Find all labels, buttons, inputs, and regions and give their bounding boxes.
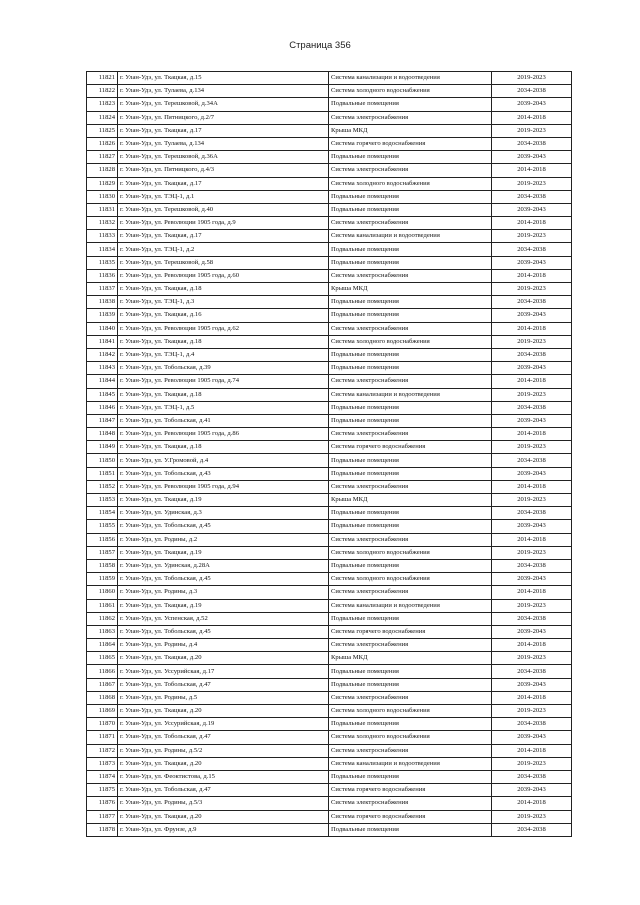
system-cell: Подвальные помещения bbox=[329, 401, 492, 414]
system-cell: Подвальные помещения bbox=[329, 203, 492, 216]
period-cell: 2014-2018 bbox=[492, 691, 572, 704]
system-cell: Подвальные помещения bbox=[329, 612, 492, 625]
address-cell: г. Улан-Удэ, ул. Удинская, д.3 bbox=[118, 507, 329, 520]
system-cell: Крыша МКД bbox=[329, 283, 492, 296]
table-row bbox=[87, 414, 572, 427]
address-cell: г. Улан-Удэ, ул. Родины, д.4 bbox=[118, 639, 329, 652]
table-row bbox=[87, 362, 572, 375]
address-cell: г. Улан-Удэ, ул. ТЭЦ-1, д.4 bbox=[118, 348, 329, 361]
page-number-header: Страница 356 bbox=[289, 40, 351, 51]
address-cell: г. Улан-Удэ, ул. Революции 1905 года, д.74 bbox=[118, 375, 329, 388]
address-cell: г. Улан-Удэ, ул. Удинская, д.28А bbox=[118, 559, 329, 572]
table-row bbox=[87, 190, 572, 203]
address-cell: г. Улан-Удэ, ул. Ткацкая, д.20 bbox=[118, 652, 329, 665]
period-cell: 2019-2023 bbox=[492, 441, 572, 454]
system-cell: Система электроснабжения bbox=[329, 269, 492, 282]
table-row bbox=[87, 494, 572, 507]
period-cell: 2039-2043 bbox=[492, 625, 572, 638]
period-cell: 2039-2043 bbox=[492, 98, 572, 111]
row-number: 11847 bbox=[87, 414, 118, 427]
period-cell: 2019-2023 bbox=[492, 72, 572, 85]
table-row bbox=[87, 177, 572, 190]
period-cell: 2019-2023 bbox=[492, 177, 572, 190]
period-cell: 2034-2038 bbox=[492, 401, 572, 414]
row-number: 11831 bbox=[87, 203, 118, 216]
table-row bbox=[87, 507, 572, 520]
system-cell: Подвальные помещения bbox=[329, 454, 492, 467]
period-cell: 2039-2043 bbox=[492, 520, 572, 533]
system-cell: Подвальные помещения bbox=[329, 296, 492, 309]
system-cell: Подвальные помещения bbox=[329, 678, 492, 691]
period-cell: 2039-2043 bbox=[492, 203, 572, 216]
row-number: 11834 bbox=[87, 243, 118, 256]
system-cell: Подвальные помещения bbox=[329, 348, 492, 361]
system-cell: Система электроснабжения bbox=[329, 111, 492, 124]
row-number: 11866 bbox=[87, 665, 118, 678]
table-row bbox=[87, 72, 572, 85]
system-cell: Система электроснабжения bbox=[329, 322, 492, 335]
address-cell: г. Улан-Удэ, ул. Тулаева, д.134 bbox=[118, 85, 329, 98]
period-cell: 2034-2038 bbox=[492, 665, 572, 678]
address-cell: г. Улан-Удэ, ул. Тобольская, д.47 bbox=[118, 784, 329, 797]
period-cell: 2014-2018 bbox=[492, 217, 572, 230]
table-row bbox=[87, 441, 572, 454]
address-cell: г. Улан-Удэ, ул. Ткацкая, д.20 bbox=[118, 705, 329, 718]
table-row bbox=[87, 309, 572, 322]
row-number: 11840 bbox=[87, 322, 118, 335]
table-row bbox=[87, 322, 572, 335]
row-number: 11864 bbox=[87, 639, 118, 652]
address-cell: г. Улан-Удэ, ул. Терешковой, д.58 bbox=[118, 256, 329, 269]
table-row bbox=[87, 559, 572, 572]
system-cell: Система электроснабжения bbox=[329, 691, 492, 704]
system-cell: Подвальные помещения bbox=[329, 770, 492, 783]
period-cell: 2034-2038 bbox=[492, 507, 572, 520]
address-cell: г. Улан-Удэ, ул. Пятницкого, д.4/3 bbox=[118, 164, 329, 177]
address-cell: г. Улан-Удэ, ул. Ткацкая, д.16 bbox=[118, 309, 329, 322]
address-cell: г. Улан-Удэ, ул. Терешковой, д.40 bbox=[118, 203, 329, 216]
period-cell: 2014-2018 bbox=[492, 533, 572, 546]
row-number: 11859 bbox=[87, 573, 118, 586]
system-cell: Система горячего водоснабжения bbox=[329, 137, 492, 150]
address-cell: г. Улан-Удэ, ул. Феоктистова, д.15 bbox=[118, 770, 329, 783]
row-number: 11872 bbox=[87, 744, 118, 757]
period-cell: 2014-2018 bbox=[492, 375, 572, 388]
address-cell: г. Улан-Удэ, ул. Родины, д.5 bbox=[118, 691, 329, 704]
period-cell: 2034-2038 bbox=[492, 85, 572, 98]
address-cell: г. Улан-Удэ, ул. Ткацкая, д.17 bbox=[118, 230, 329, 243]
system-cell: Крыша МКД bbox=[329, 124, 492, 137]
period-cell: 2039-2043 bbox=[492, 731, 572, 744]
table-row bbox=[87, 652, 572, 665]
row-number: 11826 bbox=[87, 137, 118, 150]
period-cell: 2039-2043 bbox=[492, 573, 572, 586]
table-row bbox=[87, 705, 572, 718]
table-row bbox=[87, 467, 572, 480]
address-cell: г. Улан-Удэ, ул. Родины, д.5/3 bbox=[118, 797, 329, 810]
table-row bbox=[87, 335, 572, 348]
row-number: 11827 bbox=[87, 151, 118, 164]
address-cell: г. Улан-Удэ, ул. Ткацкая, д.19 bbox=[118, 599, 329, 612]
row-number: 11841 bbox=[87, 335, 118, 348]
system-cell: Подвальные помещения bbox=[329, 718, 492, 731]
system-cell: Подвальные помещения bbox=[329, 467, 492, 480]
table-row bbox=[87, 546, 572, 559]
row-number: 11862 bbox=[87, 612, 118, 625]
period-cell: 2039-2043 bbox=[492, 784, 572, 797]
period-cell: 2034-2038 bbox=[492, 190, 572, 203]
period-cell: 2039-2043 bbox=[492, 678, 572, 691]
address-cell: г. Улан-Удэ, ул. Ткацкая, д.20 bbox=[118, 757, 329, 770]
period-cell: 2019-2023 bbox=[492, 388, 572, 401]
address-cell: г. Улан-Удэ, ул. Терешковой, д.36А bbox=[118, 151, 329, 164]
period-cell: 2014-2018 bbox=[492, 428, 572, 441]
row-number: 11842 bbox=[87, 348, 118, 361]
period-cell: 2019-2023 bbox=[492, 230, 572, 243]
row-number: 11843 bbox=[87, 362, 118, 375]
system-cell: Система канализации и водоотведения bbox=[329, 757, 492, 770]
row-number: 11821 bbox=[87, 72, 118, 85]
table-row bbox=[87, 137, 572, 150]
period-cell: 2019-2023 bbox=[492, 757, 572, 770]
table-row bbox=[87, 401, 572, 414]
table-row bbox=[87, 85, 572, 98]
system-cell: Система электроснабжения bbox=[329, 375, 492, 388]
table-row bbox=[87, 454, 572, 467]
row-number: 11825 bbox=[87, 124, 118, 137]
period-cell: 2019-2023 bbox=[492, 810, 572, 823]
period-cell: 2034-2038 bbox=[492, 559, 572, 572]
system-cell: Система горячего водоснабжения bbox=[329, 784, 492, 797]
system-cell: Система горячего водоснабжения bbox=[329, 625, 492, 638]
row-number: 11869 bbox=[87, 705, 118, 718]
row-number: 11873 bbox=[87, 757, 118, 770]
period-cell: 2019-2023 bbox=[492, 705, 572, 718]
system-cell: Подвальные помещения bbox=[329, 665, 492, 678]
row-number: 11858 bbox=[87, 559, 118, 572]
system-cell: Подвальные помещения bbox=[329, 243, 492, 256]
row-number: 11870 bbox=[87, 718, 118, 731]
system-cell: Крыша МКД bbox=[329, 494, 492, 507]
table-row bbox=[87, 164, 572, 177]
address-cell: г. Улан-Удэ, ул. Родины, д.2 bbox=[118, 533, 329, 546]
address-cell: г. Улан-Удэ, ул. Тобольская, д.45 bbox=[118, 573, 329, 586]
system-cell: Система холодного водоснабжения bbox=[329, 335, 492, 348]
table-row bbox=[87, 480, 572, 493]
system-cell: Система электроснабжения bbox=[329, 533, 492, 546]
address-cell: г. Улан-Удэ, ул. Родины, д.5/2 bbox=[118, 744, 329, 757]
table-row bbox=[87, 718, 572, 731]
table-row bbox=[87, 797, 572, 810]
address-cell: г. Улан-Удэ, ул. Революции 1905 года, д.94 bbox=[118, 480, 329, 493]
row-number: 11856 bbox=[87, 533, 118, 546]
row-number: 11846 bbox=[87, 401, 118, 414]
row-number: 11854 bbox=[87, 507, 118, 520]
period-cell: 2014-2018 bbox=[492, 269, 572, 282]
table-row bbox=[87, 428, 572, 441]
period-cell: 2039-2043 bbox=[492, 151, 572, 164]
address-cell: г. Улан-Удэ, ул. Родины, д.3 bbox=[118, 586, 329, 599]
period-cell: 2019-2023 bbox=[492, 494, 572, 507]
address-cell: г. Улан-Удэ, ул. Терешковой, д.34А bbox=[118, 98, 329, 111]
row-number: 11855 bbox=[87, 520, 118, 533]
address-cell: г. Улан-Удэ, ул. ТЭЦ-1, д.2 bbox=[118, 243, 329, 256]
row-number: 11871 bbox=[87, 731, 118, 744]
system-cell: Система горячего водоснабжения bbox=[329, 441, 492, 454]
period-cell: 2034-2038 bbox=[492, 770, 572, 783]
row-number: 11823 bbox=[87, 98, 118, 111]
address-cell: г. Улан-Удэ, ул. Ткацкая, д.18 bbox=[118, 283, 329, 296]
period-cell: 2039-2043 bbox=[492, 309, 572, 322]
system-cell: Система электроснабжения bbox=[329, 164, 492, 177]
row-number: 11833 bbox=[87, 230, 118, 243]
address-cell: г. Улан-Удэ, ул. Тулаева, д.134 bbox=[118, 137, 329, 150]
address-cell: г. Улан-Удэ, ул. Ткацкая, д.18 bbox=[118, 335, 329, 348]
row-number: 11875 bbox=[87, 784, 118, 797]
address-cell: г. Улан-Удэ, ул. Тобольская, д.47 bbox=[118, 731, 329, 744]
row-number: 11845 bbox=[87, 388, 118, 401]
system-cell: Подвальные помещения bbox=[329, 98, 492, 111]
address-cell: г. Улан-Удэ, ул. Тобольская, д.39 bbox=[118, 362, 329, 375]
address-cell: г. Улан-Удэ, ул. Революции 1905 года, д.60 bbox=[118, 269, 329, 282]
row-number: 11844 bbox=[87, 375, 118, 388]
period-cell: 2019-2023 bbox=[492, 599, 572, 612]
row-number: 11852 bbox=[87, 480, 118, 493]
address-cell: г. Улан-Удэ, ул. Уссурийская, д.19 bbox=[118, 718, 329, 731]
system-cell: Система холодного водоснабжения bbox=[329, 705, 492, 718]
period-cell: 2014-2018 bbox=[492, 639, 572, 652]
table-row bbox=[87, 98, 572, 111]
row-number: 11849 bbox=[87, 441, 118, 454]
repair-schedule-table bbox=[86, 71, 572, 837]
table-row bbox=[87, 810, 572, 823]
address-cell: г. Улан-Удэ, ул. Уссурийская, д.17 bbox=[118, 665, 329, 678]
row-number: 11851 bbox=[87, 467, 118, 480]
table-row bbox=[87, 678, 572, 691]
system-cell: Система холодного водоснабжения bbox=[329, 546, 492, 559]
period-cell: 2014-2018 bbox=[492, 480, 572, 493]
table-row bbox=[87, 612, 572, 625]
row-number: 11848 bbox=[87, 428, 118, 441]
table-row bbox=[87, 348, 572, 361]
table-row bbox=[87, 203, 572, 216]
period-cell: 2014-2018 bbox=[492, 111, 572, 124]
row-number: 11853 bbox=[87, 494, 118, 507]
period-cell: 2014-2018 bbox=[492, 322, 572, 335]
table-row bbox=[87, 599, 572, 612]
system-cell: Подвальные помещения bbox=[329, 414, 492, 427]
row-number: 11837 bbox=[87, 283, 118, 296]
period-cell: 2014-2018 bbox=[492, 164, 572, 177]
system-cell: Система канализации и водоотведения bbox=[329, 230, 492, 243]
address-cell: г. Улан-Удэ, ул. У.Громовой, д.4 bbox=[118, 454, 329, 467]
period-cell: 2034-2038 bbox=[492, 348, 572, 361]
system-cell: Система горячего водоснабжения bbox=[329, 810, 492, 823]
address-cell: г. Улан-Удэ, ул. Тобольская, д.43 bbox=[118, 467, 329, 480]
period-cell: 2014-2018 bbox=[492, 586, 572, 599]
period-cell: 2019-2023 bbox=[492, 546, 572, 559]
system-cell: Система холодного водоснабжения bbox=[329, 85, 492, 98]
address-cell: г. Улан-Удэ, ул. Пятницкого, д.2/7 bbox=[118, 111, 329, 124]
table-row bbox=[87, 823, 572, 836]
system-cell: Подвальные помещения bbox=[329, 309, 492, 322]
address-cell: г. Улан-Удэ, ул. Ткацкая, д.17 bbox=[118, 177, 329, 190]
row-number: 11832 bbox=[87, 217, 118, 230]
system-cell: Система холодного водоснабжения bbox=[329, 731, 492, 744]
table-body bbox=[87, 72, 572, 837]
system-cell: Система холодного водоснабжения bbox=[329, 573, 492, 586]
address-cell: г. Улан-Удэ, ул. Ткацкая, д.15 bbox=[118, 72, 329, 85]
table-row bbox=[87, 625, 572, 638]
table-row bbox=[87, 784, 572, 797]
address-cell: г. Улан-Удэ, ул. Тобольская, д.41 bbox=[118, 414, 329, 427]
address-cell: г. Улан-Удэ, ул. Революции 1905 года, д.62 bbox=[118, 322, 329, 335]
period-cell: 2039-2043 bbox=[492, 256, 572, 269]
table-row bbox=[87, 243, 572, 256]
period-cell: 2034-2038 bbox=[492, 243, 572, 256]
address-cell: г. Улан-Удэ, ул. Ткацкая, д.17 bbox=[118, 124, 329, 137]
row-number: 11876 bbox=[87, 797, 118, 810]
row-number: 11865 bbox=[87, 652, 118, 665]
system-cell: Система канализации и водоотведения bbox=[329, 388, 492, 401]
table-row bbox=[87, 124, 572, 137]
system-cell: Подвальные помещения bbox=[329, 151, 492, 164]
period-cell: 2034-2038 bbox=[492, 137, 572, 150]
period-cell: 2014-2018 bbox=[492, 797, 572, 810]
table-row bbox=[87, 665, 572, 678]
period-cell: 2019-2023 bbox=[492, 283, 572, 296]
table-row bbox=[87, 757, 572, 770]
period-cell: 2039-2043 bbox=[492, 362, 572, 375]
row-number: 11822 bbox=[87, 85, 118, 98]
table-row bbox=[87, 520, 572, 533]
period-cell: 2034-2038 bbox=[492, 612, 572, 625]
row-number: 11830 bbox=[87, 190, 118, 203]
table-row bbox=[87, 388, 572, 401]
table-row bbox=[87, 691, 572, 704]
row-number: 11839 bbox=[87, 309, 118, 322]
table-row bbox=[87, 533, 572, 546]
system-cell: Подвальные помещения bbox=[329, 256, 492, 269]
period-cell: 2019-2023 bbox=[492, 652, 572, 665]
table-row bbox=[87, 283, 572, 296]
table-row bbox=[87, 586, 572, 599]
address-cell: г. Улан-Удэ, ул. Ткацкая, д.18 bbox=[118, 441, 329, 454]
system-cell: Система канализации и водоотведения bbox=[329, 72, 492, 85]
address-cell: г. Улан-Удэ, ул. Тобольская, д.45 bbox=[118, 520, 329, 533]
system-cell: Система электроснабжения bbox=[329, 797, 492, 810]
system-cell: Подвальные помещения bbox=[329, 362, 492, 375]
address-cell: г. Улан-Удэ, ул. Успенская, д.52 bbox=[118, 612, 329, 625]
table-row bbox=[87, 573, 572, 586]
address-cell: г. Улан-Удэ, ул. Тобольская, д.45 bbox=[118, 625, 329, 638]
system-cell: Подвальные помещения bbox=[329, 507, 492, 520]
row-number: 11857 bbox=[87, 546, 118, 559]
system-cell: Крыша МКД bbox=[329, 652, 492, 665]
row-number: 11835 bbox=[87, 256, 118, 269]
address-cell: г. Улан-Удэ, ул. Ткацкая, д.19 bbox=[118, 546, 329, 559]
table-row bbox=[87, 731, 572, 744]
row-number: 11838 bbox=[87, 296, 118, 309]
row-number: 11867 bbox=[87, 678, 118, 691]
address-cell: г. Улан-Удэ, ул. ТЭЦ-1, д.1 bbox=[118, 190, 329, 203]
row-number: 11861 bbox=[87, 599, 118, 612]
row-number: 11836 bbox=[87, 269, 118, 282]
row-number: 11878 bbox=[87, 823, 118, 836]
period-cell: 2019-2023 bbox=[492, 335, 572, 348]
row-number: 11828 bbox=[87, 164, 118, 177]
row-number: 11874 bbox=[87, 770, 118, 783]
row-number: 11877 bbox=[87, 810, 118, 823]
table-row bbox=[87, 230, 572, 243]
system-cell: Подвальные помещения bbox=[329, 520, 492, 533]
row-number: 11829 bbox=[87, 177, 118, 190]
system-cell: Подвальные помещения bbox=[329, 190, 492, 203]
table-row bbox=[87, 296, 572, 309]
system-cell: Система электроснабжения bbox=[329, 639, 492, 652]
period-cell: 2019-2023 bbox=[492, 124, 572, 137]
system-cell: Подвальные помещения bbox=[329, 559, 492, 572]
period-cell: 2034-2038 bbox=[492, 718, 572, 731]
address-cell: г. Улан-Удэ, ул. Ткацкая, д.20 bbox=[118, 810, 329, 823]
table-row bbox=[87, 375, 572, 388]
address-cell: г. Улан-Удэ, ул. Фрунзе, д.9 bbox=[118, 823, 329, 836]
address-cell: г. Улан-Удэ, ул. ТЭЦ-1, д.5 bbox=[118, 401, 329, 414]
system-cell: Система холодного водоснабжения bbox=[329, 177, 492, 190]
system-cell: Система канализации и водоотведения bbox=[329, 599, 492, 612]
row-number: 11824 bbox=[87, 111, 118, 124]
row-number: 11850 bbox=[87, 454, 118, 467]
table-row bbox=[87, 151, 572, 164]
address-cell: г. Улан-Удэ, ул. Революции 1905 года, д.9 bbox=[118, 217, 329, 230]
system-cell: Система электроснабжения bbox=[329, 586, 492, 599]
address-cell: г. Улан-Удэ, ул. Революции 1905 года, д.86 bbox=[118, 428, 329, 441]
system-cell: Система электроснабжения bbox=[329, 428, 492, 441]
system-cell: Система электроснабжения bbox=[329, 480, 492, 493]
period-cell: 2039-2043 bbox=[492, 414, 572, 427]
period-cell: 2034-2038 bbox=[492, 296, 572, 309]
table-row bbox=[87, 744, 572, 757]
period-cell: 2034-2038 bbox=[492, 823, 572, 836]
period-cell: 2039-2043 bbox=[492, 467, 572, 480]
table-row bbox=[87, 639, 572, 652]
address-cell: г. Улан-Удэ, ул. Ткацкая, д.19 bbox=[118, 494, 329, 507]
address-cell: г. Улан-Удэ, ул. Тобольская, д.47 bbox=[118, 678, 329, 691]
row-number: 11860 bbox=[87, 586, 118, 599]
table-row bbox=[87, 217, 572, 230]
table-row bbox=[87, 256, 572, 269]
table-row bbox=[87, 269, 572, 282]
period-cell: 2014-2018 bbox=[492, 744, 572, 757]
period-cell: 2034-2038 bbox=[492, 454, 572, 467]
row-number: 11868 bbox=[87, 691, 118, 704]
system-cell: Система электроснабжения bbox=[329, 217, 492, 230]
table-row bbox=[87, 111, 572, 124]
table-row bbox=[87, 770, 572, 783]
system-cell: Подвальные помещения bbox=[329, 823, 492, 836]
address-cell: г. Улан-Удэ, ул. Ткацкая, д.18 bbox=[118, 388, 329, 401]
address-cell: г. Улан-Удэ, ул. ТЭЦ-1, д.3 bbox=[118, 296, 329, 309]
system-cell: Система электроснабжения bbox=[329, 744, 492, 757]
row-number: 11863 bbox=[87, 625, 118, 638]
